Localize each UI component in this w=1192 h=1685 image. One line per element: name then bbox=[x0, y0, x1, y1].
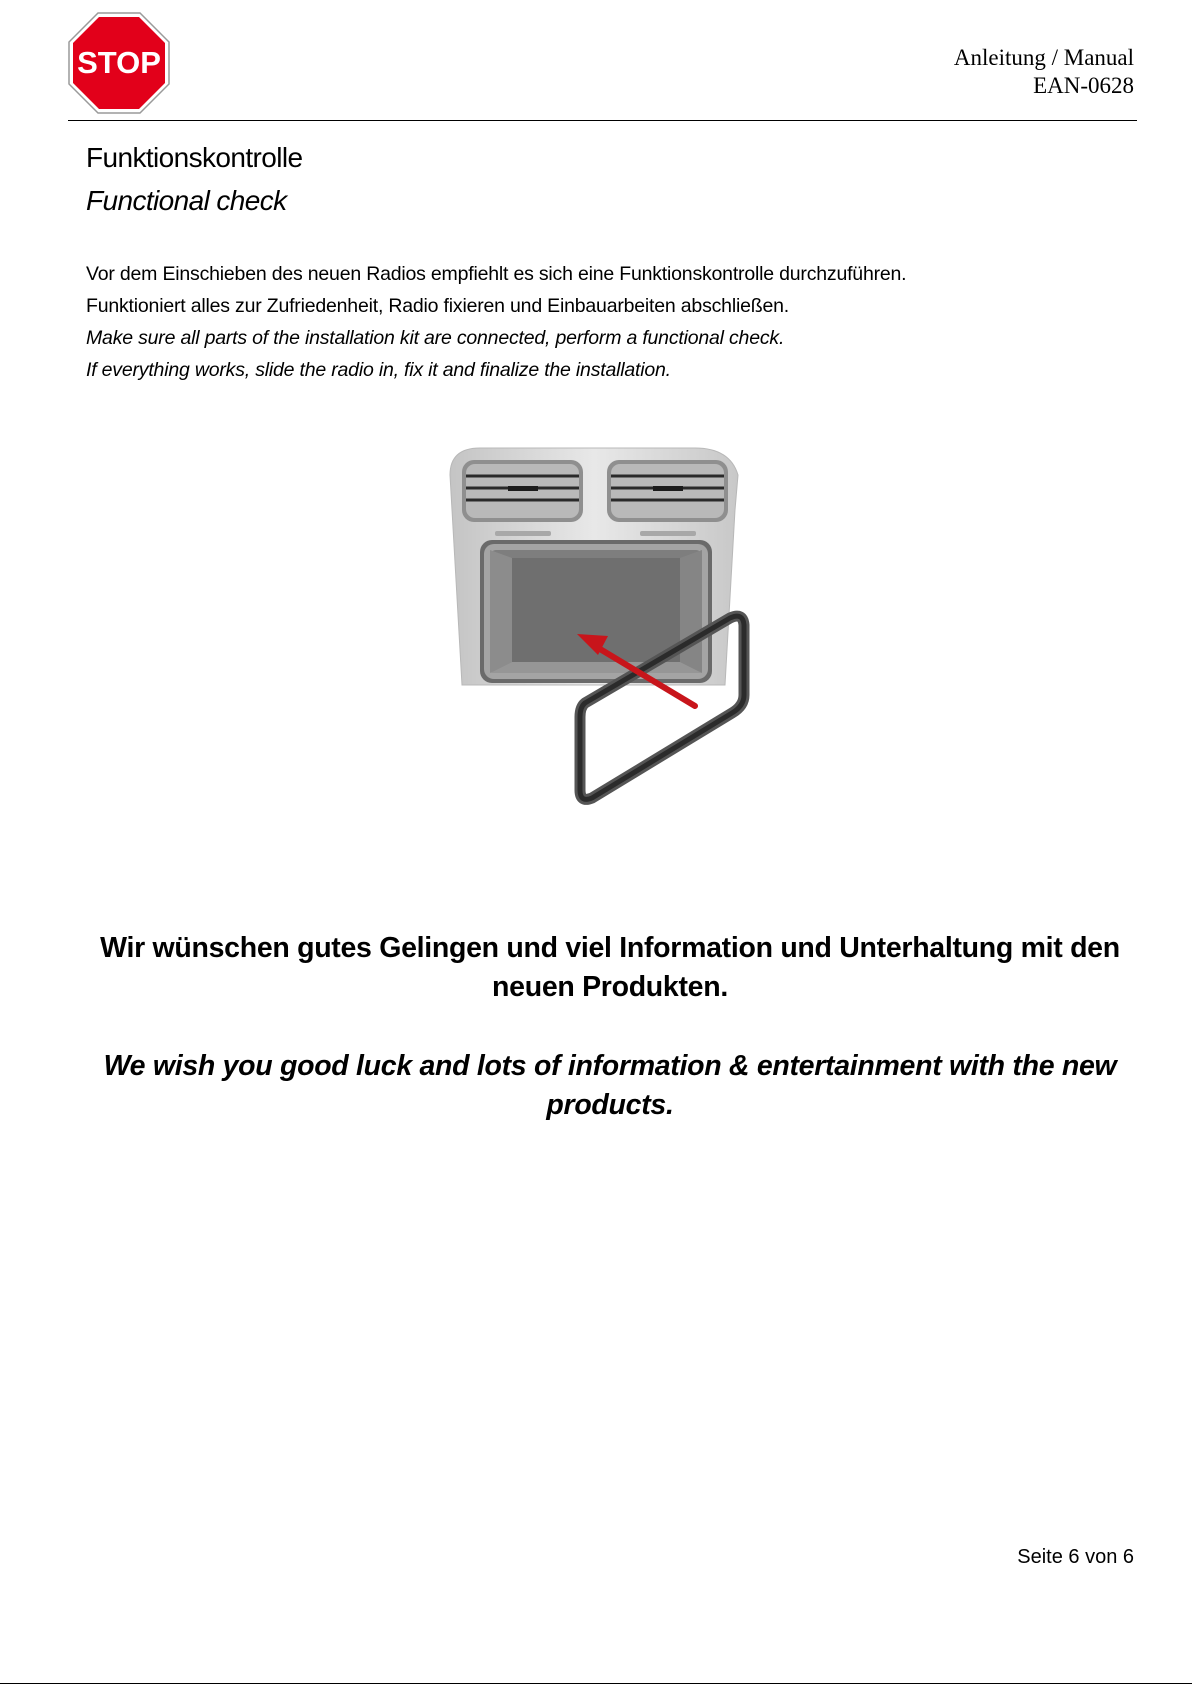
radio-slot bbox=[480, 540, 712, 683]
section-title-german: Funktionskontrolle bbox=[86, 142, 303, 173]
instructions-text bbox=[86, 258, 906, 386]
section-title-english: Functional check bbox=[86, 185, 287, 216]
header-divider bbox=[68, 120, 1137, 121]
closing-message-german: Wir wünschen gutes Gelingen und viel Information und Unterhaltung mit den neuen Produkten. bbox=[100, 932, 1120, 1003]
page-number: Seite 6 von 6 bbox=[1017, 1546, 1134, 1568]
radio-installation-illustration bbox=[440, 440, 780, 820]
ean-code: EAN-0628 bbox=[1033, 73, 1134, 98]
document-header bbox=[954, 44, 1134, 100]
stop-sign-logo bbox=[68, 12, 170, 114]
instruction-en-line-2: If everything works, slide the radio in, fix it and finalize the installation. bbox=[86, 359, 671, 381]
instruction-de-line-2: Funktioniert alles zur Zufriedenheit, Radio fixieren und Einbauarbeiten abschließen. bbox=[86, 295, 789, 317]
manual-label: Anleitung / Manual bbox=[953, 45, 1134, 70]
instruction-en-line-1: Make sure all parts of the installation kit are connected, perform a functional check. bbox=[86, 327, 785, 349]
air-vent-left-icon bbox=[462, 460, 583, 522]
footer-divider bbox=[0, 1683, 1192, 1684]
stop-sign-icon bbox=[68, 12, 170, 114]
closing-message-english: We wish you good luck and lots of information & entertainment with the new products. bbox=[103, 1050, 1117, 1121]
air-vent-right-icon bbox=[607, 460, 728, 522]
instruction-de-line-1: Vor dem Einschieben des neuen Radios empfiehlt es sich eine Funktionskontrolle durchzuführen. bbox=[86, 263, 907, 285]
stop-sign-text: STOP bbox=[77, 45, 161, 80]
